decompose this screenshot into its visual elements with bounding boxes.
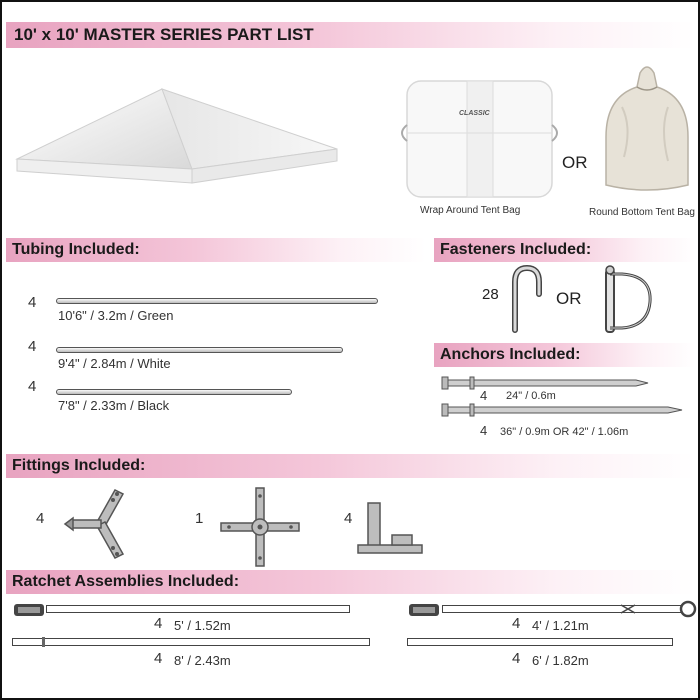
wrap-bag-caption: Wrap Around Tent Bag xyxy=(420,205,521,216)
ratchet-4-label: 6' / 1.82m xyxy=(532,653,589,668)
strap-twist-icon xyxy=(620,604,636,614)
canopy-image xyxy=(12,87,342,187)
anchor-2-qty: 4 xyxy=(480,423,488,438)
tube-black-image xyxy=(56,389,292,395)
round-bag-caption: Round Bottom Tent Bag xyxy=(589,207,695,218)
tube-1-qty: 4 xyxy=(28,294,37,311)
ratchet-strap-6ft xyxy=(407,638,673,646)
round-bottom-bag-image xyxy=(602,57,692,197)
tube-green-image xyxy=(56,298,378,304)
fasteners-header-band xyxy=(434,238,696,262)
or-label-bags: OR xyxy=(562,153,588,172)
tubing-header-band xyxy=(6,238,426,262)
ratchet-strap-8ft xyxy=(12,638,370,646)
bag-logo: CLASSIC xyxy=(459,110,490,117)
anchor-stake-long-image xyxy=(440,401,686,419)
anchor-2-label: 36" / 0.9m OR 42" / 1.06m xyxy=(500,426,629,438)
fasteners-qty: 28 xyxy=(482,286,499,303)
j-hook-icon xyxy=(507,264,547,334)
tube-white-image xyxy=(56,347,343,353)
anchor-1-label: 24" / 0.6m xyxy=(506,390,556,402)
ratchet-1-label: 5' / 1.52m xyxy=(174,618,231,633)
ratchet-1-qty: 4 xyxy=(154,615,163,632)
foot-fitting-image xyxy=(356,499,426,559)
strap-stitch-mark xyxy=(42,637,45,647)
ratchets-header: Ratchet Assemblies Included: xyxy=(12,573,240,590)
ratchet-strap-4ft xyxy=(442,605,682,613)
tube-2-label: 9'4" / 2.84m / White xyxy=(58,356,171,371)
fasteners-or-label: OR xyxy=(556,289,582,308)
corner-fitting-image xyxy=(57,484,137,564)
ratchet-buckle-left-icon xyxy=(12,600,48,620)
ratchet-3-label: 4' / 1.21m xyxy=(532,618,589,633)
anchors-header-band xyxy=(434,343,696,367)
tube-1-label: 10'6" / 3.2m / Green xyxy=(58,308,174,323)
tubing-header: Tubing Included: xyxy=(12,241,140,258)
lynch-pin-icon xyxy=(600,264,660,336)
fitting-1-qty: 4 xyxy=(36,510,45,527)
ratchet-buckle-right-icon xyxy=(407,600,443,620)
fasteners-header: Fasteners Included: xyxy=(440,241,592,258)
ratchet-strap-5ft xyxy=(46,605,350,613)
ratchet-2-label: 8' / 2.43m xyxy=(174,653,231,668)
ratchet-hook-icon xyxy=(678,599,698,619)
fittings-header-band xyxy=(6,454,696,478)
ratchet-2-qty: 4 xyxy=(154,650,163,667)
fitting-3-qty: 4 xyxy=(344,510,353,527)
anchor-1-qty: 4 xyxy=(480,388,488,403)
title-band xyxy=(6,22,696,48)
fitting-2-qty: 1 xyxy=(195,510,204,527)
anchors-header: Anchors Included: xyxy=(440,346,581,363)
ratchet-3-qty: 4 xyxy=(512,615,521,632)
tube-3-label: 7'8" / 2.33m / Black xyxy=(58,398,170,413)
page-title: 10' x 10' MASTER SERIES PART LIST xyxy=(14,25,314,44)
ratchets-header-band xyxy=(6,570,696,594)
fittings-header: Fittings Included: xyxy=(12,457,146,474)
wrap-around-bag-image xyxy=(397,77,562,202)
tube-3-qty: 4 xyxy=(28,378,37,395)
ratchet-4-qty: 4 xyxy=(512,650,521,667)
tube-2-qty: 4 xyxy=(28,338,37,355)
center-fitting-image xyxy=(217,484,303,570)
